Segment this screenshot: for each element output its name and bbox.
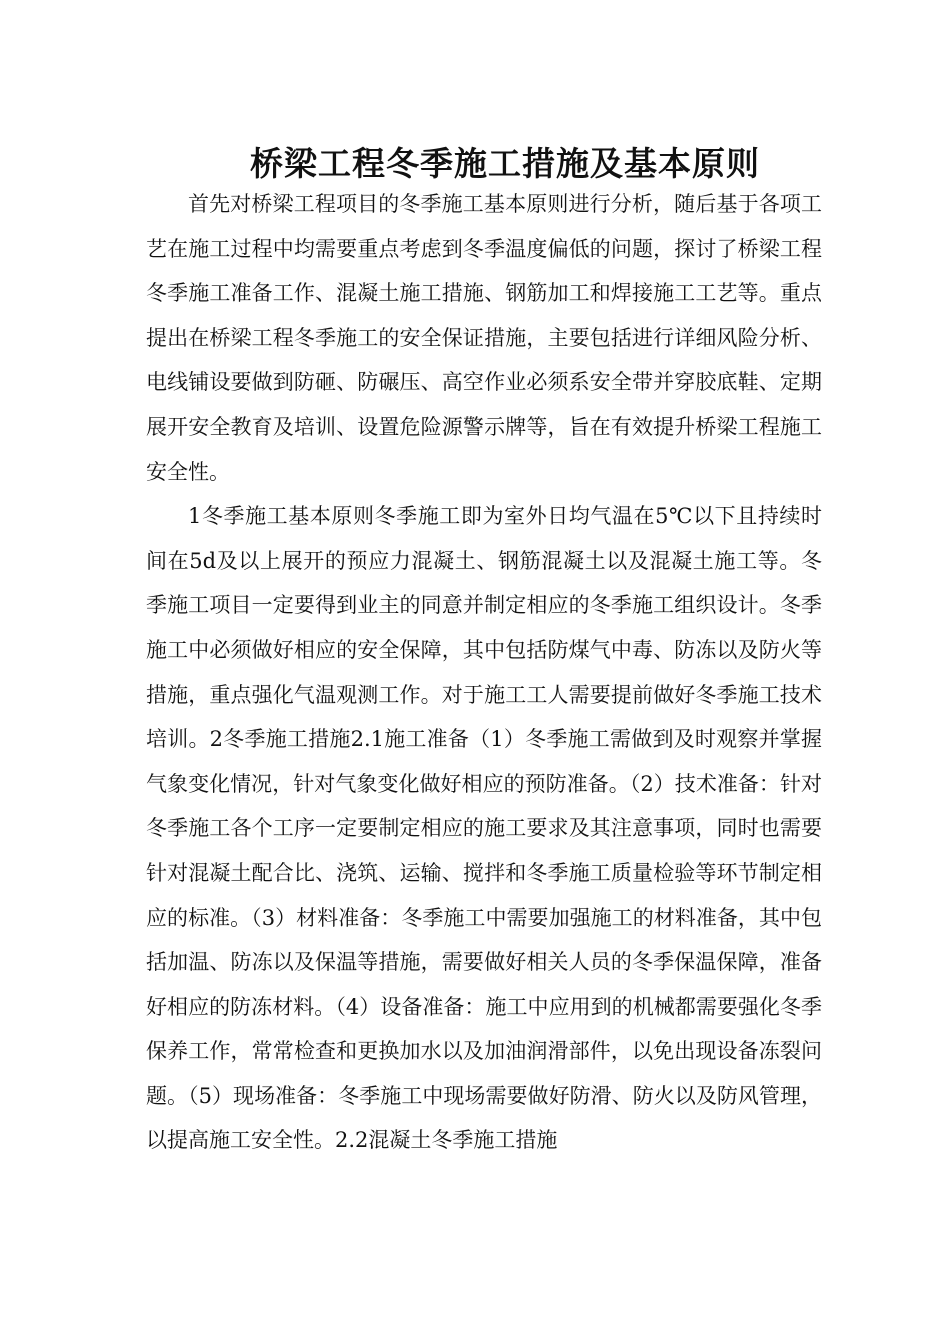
document-title: 桥梁工程冬季施工措施及基本原则 (250, 144, 760, 184)
document-body (146, 182, 822, 1163)
paragraph-abstract: 首先对桥梁工程项目的冬季施工基本原则进行分析，随后基于各项工艺在施工过程中均需要重点考虑到冬季温度偏低的问题，探讨了桥梁工程冬季施工准备工作、混凝土施工措施、钢筋加工和焊接施工工艺等。重点提出在桥梁工程冬季施工的安全保证措施，主要包括进行详细风险分析、电线铺设要做到防砸、防碾压、高空作业必须系安全带并穿胶底鞋、定期展开安全教育及培训、设置危险源警示牌等，旨在有效提升桥梁工程施工安全性。 (146, 192, 822, 484)
paragraph-main: 1冬季施工基本原则冬季施工即为室外日均气温在5℃以下且持续时间在5d及以上展开的预应力混凝土、钢筋混凝土以及混凝土施工等。冬季施工项目一定要得到业主的同意并制定相应的冬季施工组织设计。冬季施工中必须做好相应的安全保障，其中包括防煤气中毒、防冻以及防火等措施，重点强化气温观测工作。对于施工工人需要提前做好冬季施工技术培训。2冬季施工措施2.1施工准备（1）冬季施工需做到及时观察并掌握气象变化情况，针对气象变化做好相应的预防准备。（2）技术准备：针对冬季施工各个工序一定要制定相应的施工要求及其注意事项，同时也需要针对混凝土配合比、浇筑、运输、搅拌和冬季施工质量检验等环节制定相应的标准。（3）材料准备：冬季施工中需要加强施工的材料准备，其中包括加温、防冻以及保温等措施，需要做好相关人员的冬季保温保障，准备好相应的防冻材料。（4）设备准备：施工中应用到的机械都需要强化冬季保养工作，常常检查和更换加水以及加油润滑部件，以免出现设备冻裂问题。（5）现场准备：冬季施工中现场需要做好防滑、防火以及防风管理，以提高施工安全性。2.2混凝土冬季施工措施 (146, 504, 822, 1153)
